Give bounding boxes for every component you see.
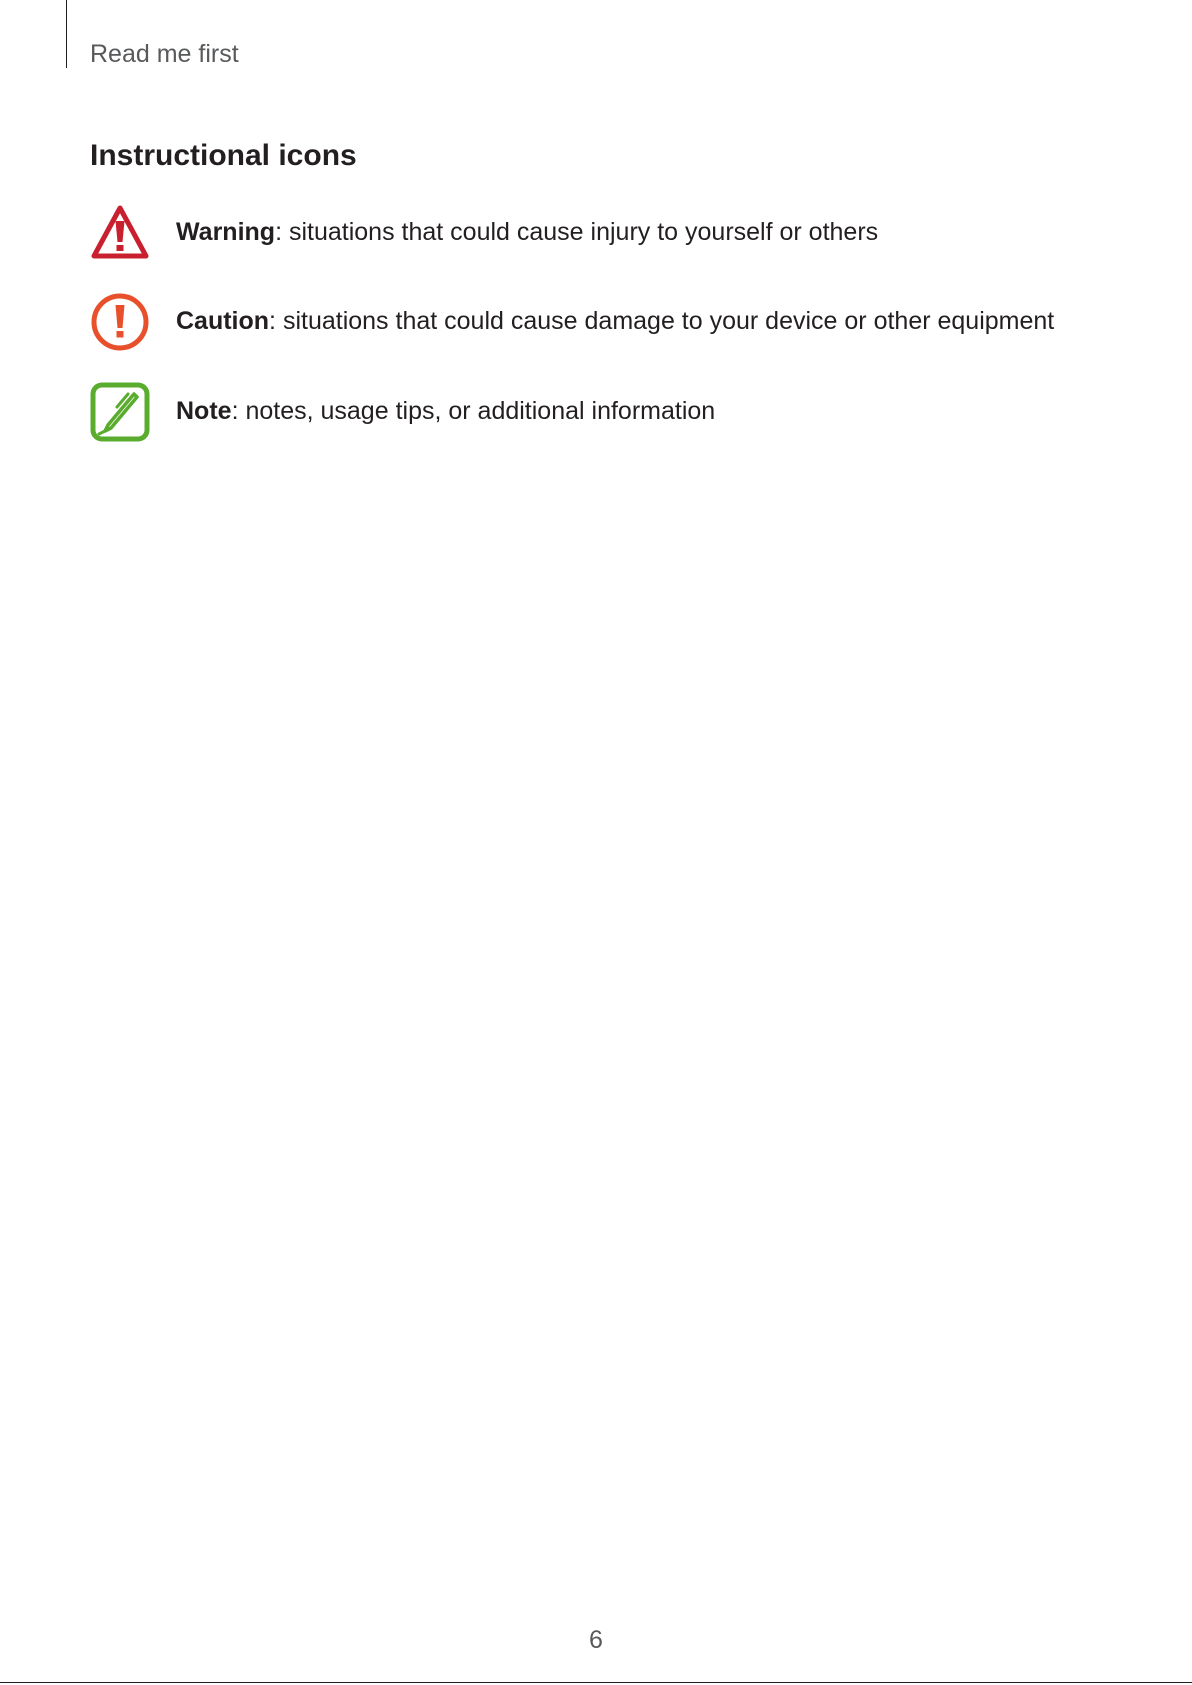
caution-circle-icon	[90, 292, 150, 352]
running-header: Read me first	[90, 40, 239, 68]
page-number: 6	[589, 1626, 603, 1654]
note-term: Note	[176, 397, 232, 425]
crop-mark	[66, 0, 67, 68]
note-text: : notes, usage tips, or additional information	[231, 397, 716, 425]
warning-description	[176, 217, 878, 247]
caution-description	[176, 306, 1054, 336]
warning-term: Warning	[176, 218, 276, 246]
bottom-rule	[0, 1682, 1192, 1683]
section-title: Instructional icons	[90, 139, 357, 172]
icon-legend-caution	[90, 292, 1090, 352]
note-pen-icon	[90, 382, 150, 442]
icon-legend-note	[90, 382, 1090, 442]
caution-text: : situations that could cause damage to your device or other equipment	[269, 307, 1055, 335]
warning-triangle-icon	[90, 203, 150, 263]
icon-legend-warning	[90, 203, 1090, 263]
note-description	[176, 396, 715, 426]
warning-text: : situations that could cause injury to yourself or others	[275, 218, 879, 246]
caution-term: Caution	[176, 307, 270, 335]
